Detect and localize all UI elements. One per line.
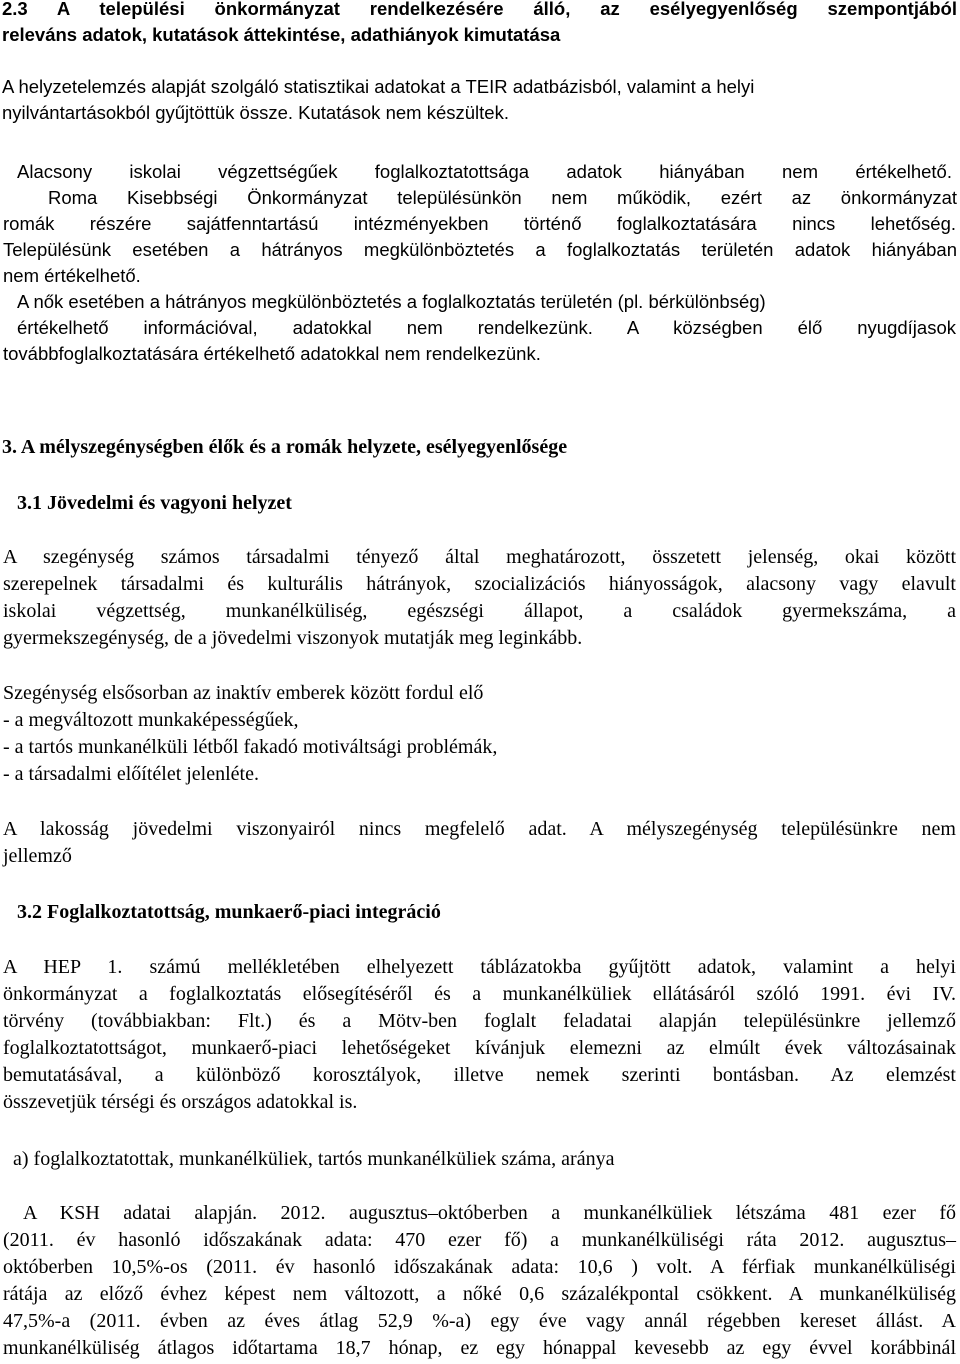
section-3-1-heading: 3.1 Jövedelmi és vagyoni helyzet	[17, 492, 292, 514]
section-2-3-heading-line-1: 2.3 A települési önkormányzat rendelkezésére álló, az esélyegyenlőség szempontjából	[2, 0, 957, 19]
para-ksh-line-6: munkanélküliség átlagos időtartama 18,7 hónap, ez egy hónappal kevesebb az egy évvel korábbinál	[3, 1337, 956, 1359]
para-hep-line-6: összevetjük térségi és országos adatokkal is.	[3, 1091, 358, 1113]
para-roma-line-4: Településünk esetében a hátrányos megkülönböztetés a foglalkoztatás területén adatok hiányában	[3, 239, 957, 260]
list-intro: Szegénység elsősorban az inaktív emberek között fordul elő	[3, 682, 484, 704]
para-szegenyseg-line-2: szerepelnek társadalmi és kulturális hátrányok, szocializációs hiányosságok, alacsony vagy elavult	[3, 573, 956, 595]
para-hep-line-5: bemutatásával, a különböző korosztályok, illetve nemek szerinti bontásban. Az elemzést	[3, 1064, 956, 1086]
para-nok-line-1: A nők esetében a hátrányos megkülönböztetés a foglalkoztatás területén (pl. bérkülönbség)	[17, 291, 766, 312]
para-ksh-line-3: októberben 10,5%-os (2011. év hasonló időszakának adata: 10,6 ) volt. A férfiak munkanélküliségi	[3, 1256, 956, 1278]
para-nok-line-3: továbbfoglalkoztatására értékelhető adatokkal nem rendelkezünk.	[3, 343, 541, 364]
subheading-a: a) foglalkoztatottak, munkanélküliek, tartós munkanélküliek száma, aránya	[13, 1148, 615, 1170]
list-item: - a társadalmi előítélet jelenléte.	[3, 763, 259, 785]
para-ksh-line-2: (2011. év hasonló időszakának adata: 470 ezer fő) a munkanélküliségi ráta 2012. augusztus–	[3, 1229, 956, 1251]
list-item: - a tartós munkanélküli létből fakadó motiváltsági problémák,	[3, 736, 498, 758]
para-ksh-line-5: 47,5%-a (2011. évben az éves átlag 52,9 %-a) egy éve vagy annál régebben kereset állást. A	[3, 1310, 956, 1332]
para-roma-line-5: nem értékelhető.	[3, 265, 141, 286]
para-teir-line-2: nyilvántartásokból gyűjtöttük össze. Kutatások nem készültek.	[2, 102, 509, 123]
para-hep-line-1: A HEP 1. számú mellékletében elhelyezett táblázatokba gyűjtött adatok, valamint a helyi	[3, 956, 956, 978]
para-roma-line-3: romák részére sajátfenntartású intézményekben történő foglalkoztatására nincs lehetőség.	[3, 213, 956, 234]
para-szegenyseg-line-3: iskolai végzettség, munkanélküliség, egészségi állapot, a családok gyermekszáma, a	[3, 600, 956, 622]
list-item: - a megváltozott munkaképességűek,	[3, 709, 299, 731]
section-3-2-heading: 3.2 Foglalkoztatottság, munkaerő-piaci integráció	[17, 901, 441, 923]
para-lakossag-line-2: jellemző	[3, 845, 72, 867]
para-nok-line-2: értékelhető információval, adatokkal nem rendelkezünk. A községben élő nyugdíjasok	[17, 317, 956, 338]
para-roma-line-2: Roma Kisebbségi Önkormányzat településünkön nem működik, ezért az önkormányzat	[48, 187, 957, 208]
para-lakossag-line-1: A lakosság jövedelmi viszonyairól nincs megfelelő adat. A mélyszegénység településünkre nem	[3, 818, 956, 840]
section-2-3-heading-line-2: releváns adatok, kutatások áttekintése, adathiányok kimutatása	[2, 24, 561, 45]
para-ksh-line-4: rátája az előző évhez képest nem változott, a nőké 0,6 százalékpontal csökkent. A munkanélküliség	[3, 1283, 956, 1305]
para-szegenyseg-line-1: A szegénység számos társadalmi tényező által meghatározott, összetett jelenség, okai között	[3, 546, 956, 568]
section-3-heading: 3. A mélyszegénységben élők és a romák helyzete, esélyegyenlősége	[2, 436, 568, 458]
para-roma-line-1: Alacsony iskolai végzettségűek foglalkoztatottsága adatok hiányában nem értékelhető.	[17, 161, 952, 182]
para-teir-line-1: A helyzetelemzés alapját szolgáló statisztikai adatokat a TEIR adatbázisból, valamint a helyi	[2, 76, 755, 97]
para-hep-line-3: törvény (továbbiakban: Flt.) és a Mötv-ben foglalt feladatai alapján településünkre jellemző	[3, 1010, 956, 1032]
para-ksh-line-1: A KSH adatai alapján. 2012. augusztus–októberben a munkanélküliek létszáma 481 ezer fő	[23, 1202, 956, 1224]
para-hep-line-2: önkormányzat a foglalkoztatás elősegítéséről és a munkanélküliek ellátásáról szóló 1991. évi IV.	[3, 983, 956, 1005]
para-szegenyseg-line-4: gyermekszegénység, de a jövedelmi viszonyok mutatják meg leginkább.	[3, 627, 583, 649]
para-hep-line-4: foglalkoztatottságot, munkaerő-piaci lehetőségeket kívánjuk elemezni az elmúlt évek változásainak	[3, 1037, 956, 1059]
